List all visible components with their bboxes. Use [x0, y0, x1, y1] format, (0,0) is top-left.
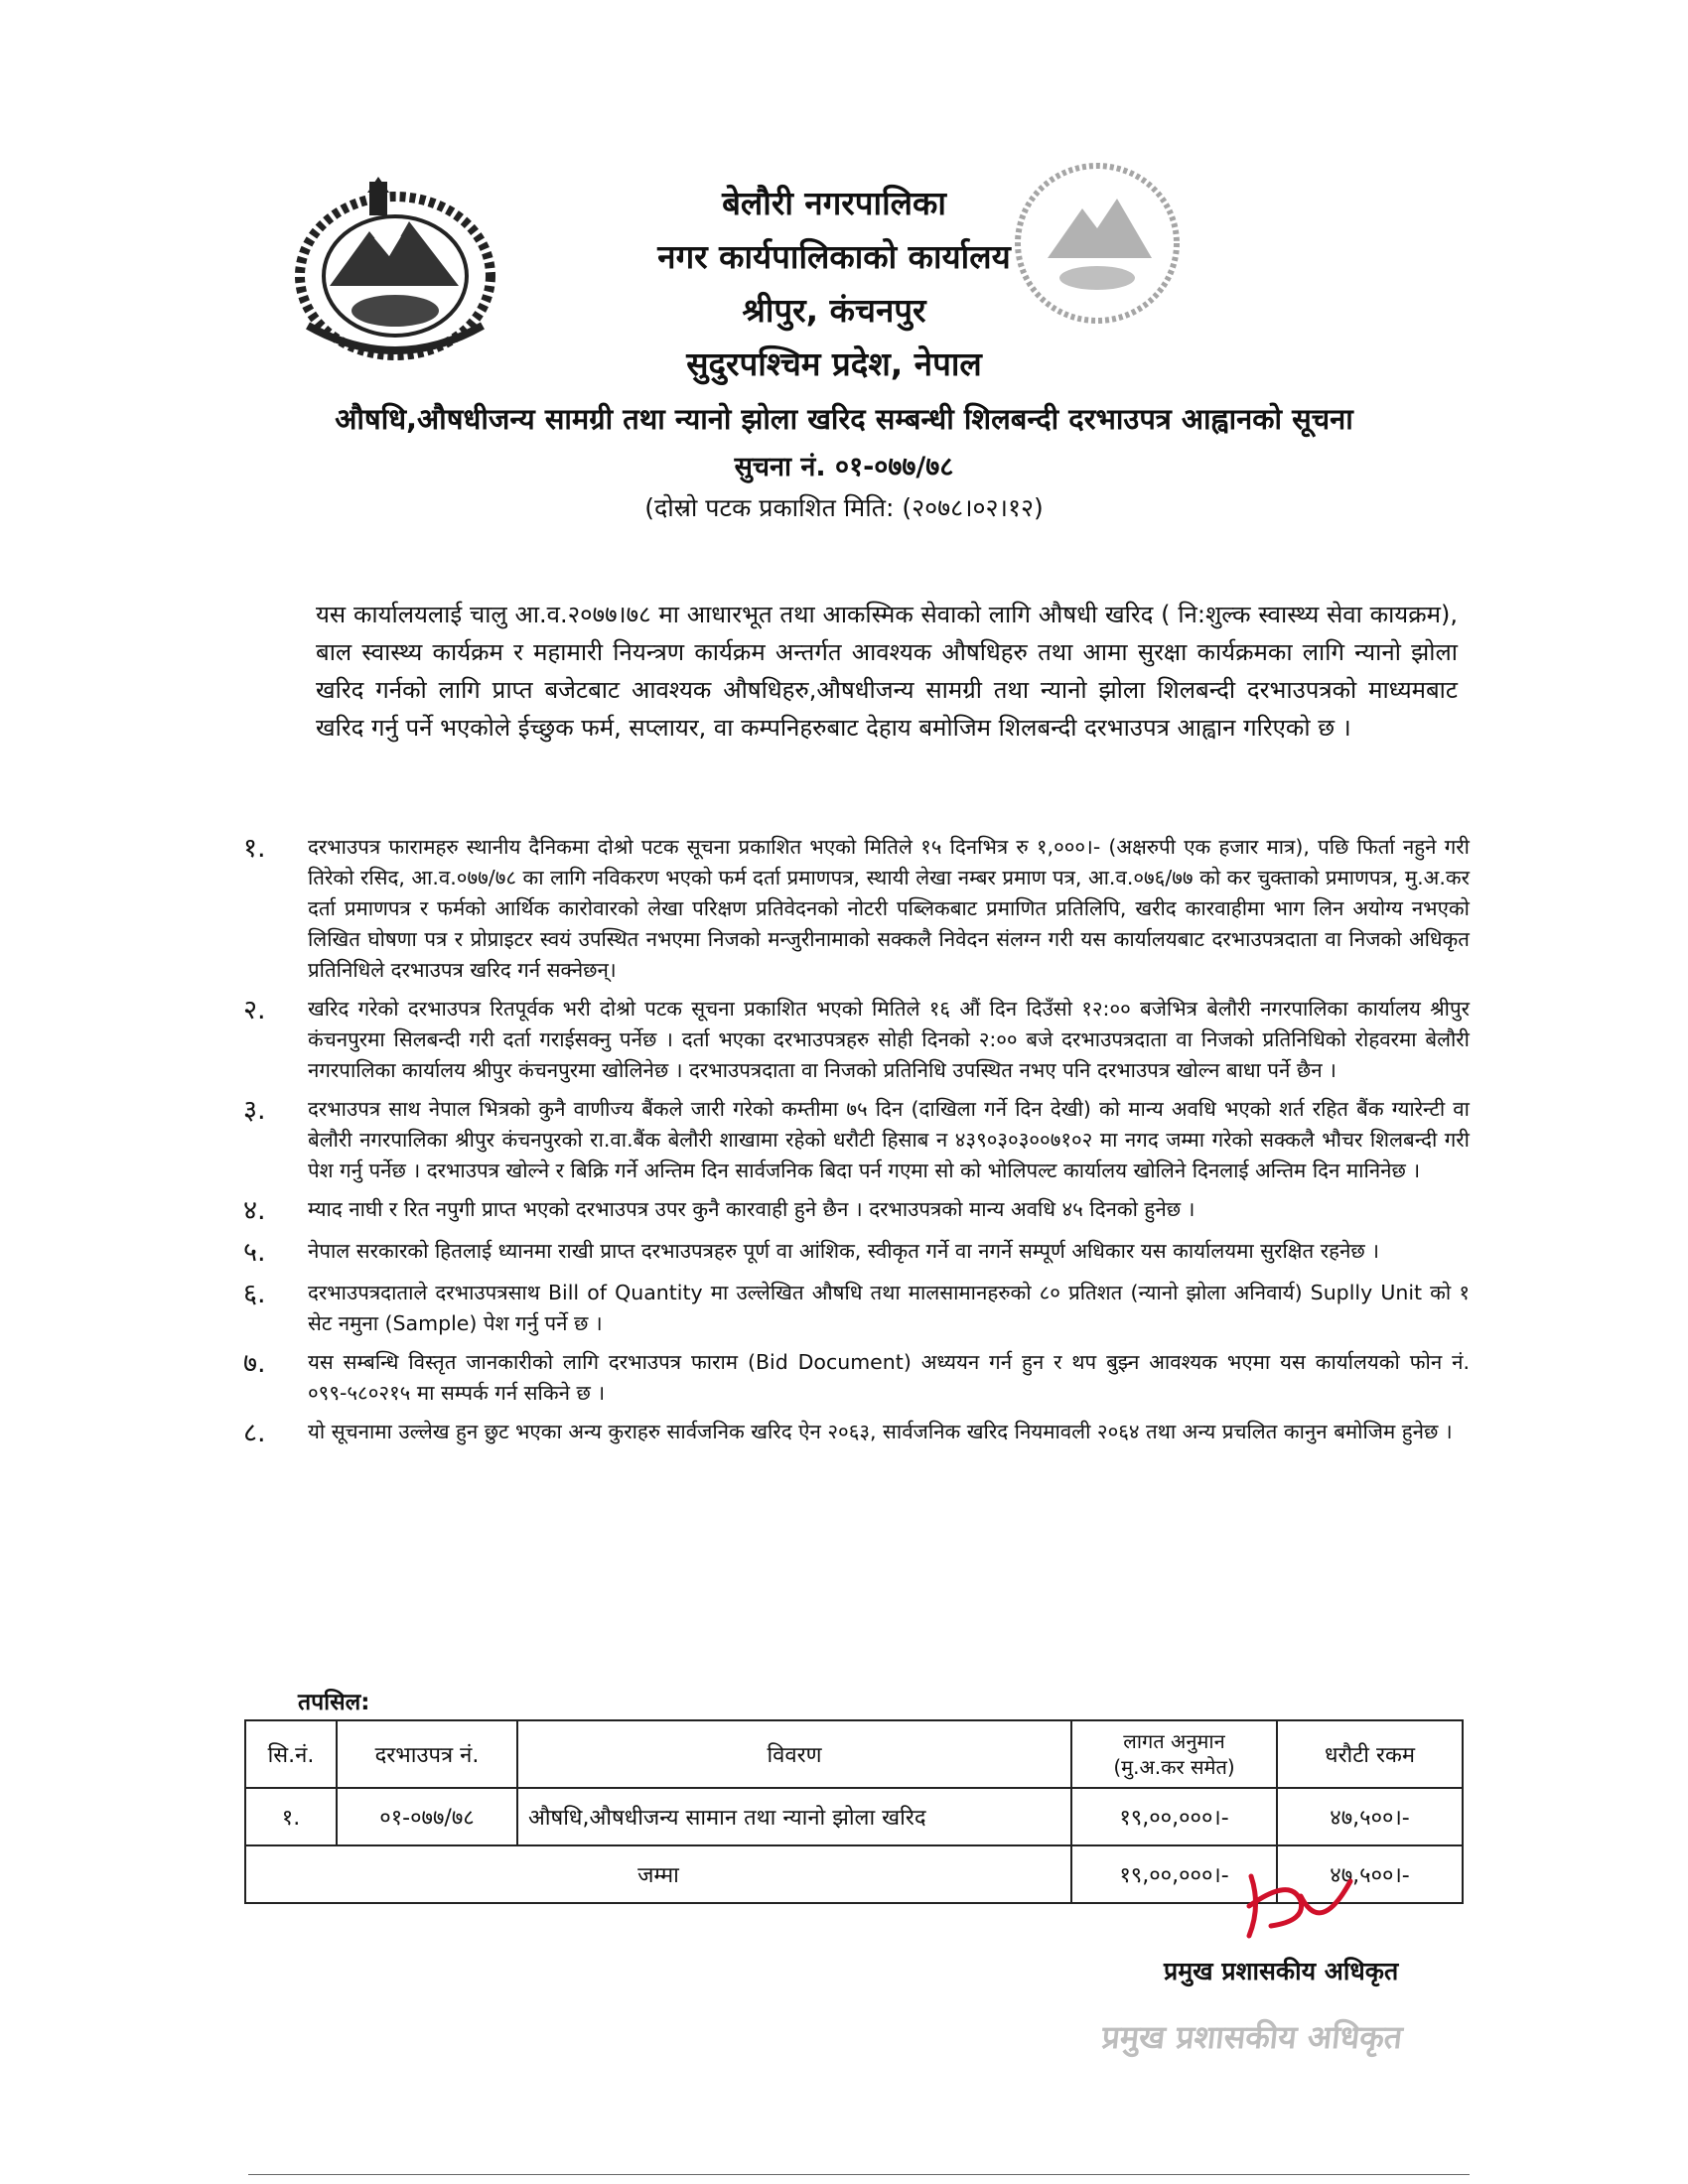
list-item	[243, 1236, 1470, 1270]
cell-sn: १.	[245, 1788, 337, 1845]
point-number: ४.	[243, 1195, 266, 1226]
list-item	[243, 1094, 1470, 1186]
point-text: नेपाल सरकारको हितलाई ध्यानमा राखी प्राप्त दरभाउपत्रहरु पूर्ण वा आंशिक, स्वीकृत गर्ने वा नगर्ने सम्पूर्ण अधिकार यस कार्यालयमा सुरक्षित रहनेछ ।	[308, 1239, 1380, 1263]
point-number: १.	[243, 833, 266, 864]
cell-total-deposit: ४७,५००।-	[1277, 1845, 1463, 1903]
list-item	[243, 994, 1470, 1086]
point-text: यस सम्बन्धि विस्तृत जानकारीको लागि दरभाउपत्र फाराम (Bid Document) अध्ययन गर्न हुन र थप बुझ्न आवश्यक भएमा यस कार्यालयको फोन नं. ०९९-५८०२१५ मा सम्पर्क गर्न सकिने छ ।	[308, 1350, 1470, 1405]
office-name: नगर कार्यपालिकाको कार्यालय	[657, 237, 1011, 276]
official-seal-icon	[993, 149, 1201, 377]
point-number: ८.	[243, 1418, 266, 1448]
point-text: दरभाउपत्र फारामहरु स्थानीय दैनिकमा दोश्रो पटक सूचना प्रकाशित भएको मितिले १५ दिनभित्र रु १,०००।- (अक्षरुपी एक हजार मात्र), पछि फिर्ता नहुने गरी तिरेको रसिद, आ.व.०७७/७८ का लागि नविकरण भएको फर्म दर्ता प्रमाणपत्र, स्थायी लेखा नम्बर प्रमाण पत्र, आ.व.०७६/७७ को कर चुक्ताको प्रमाणपत्र, मु.अ.कर दर्ता प्रमाणपत्र र फर्मको आर्थिक कारोवारको लेखा परिक्षण प्रतिवेदनको नोटरी पब्लिकबाट प्रमाणित प्रतिलिपि, खरीद कारवाहीमा भाग लिन अयोग्य नभएको लिखित घोषणा पत्र र प्रोप्राइटर स्वयं उपस्थित नभएमा निजको मन्जुरीनामाको सक्कलै निवेदन संलग्न गरी यस कार्यालयबाट दरभाउपत्रदाता वा निजको अधिकृत प्रतिनिधिले दरभाउपत्र खरिद गर्न सक्नेछन्।	[308, 835, 1470, 982]
office-location: श्रीपुर, कंचनपुर	[742, 291, 926, 330]
signature-mark	[1231, 1866, 1360, 1946]
cost-header-line2: (मु.अ.कर समेत)	[1113, 1755, 1235, 1779]
list-item	[243, 1347, 1470, 1409]
col-bid-no-header: दरभाउपत्र नं.	[337, 1720, 517, 1788]
notice-points	[243, 832, 1470, 1458]
cell-deposit: ४७,५००।-	[1277, 1788, 1463, 1845]
col-deposit-header: धरौटी रकम	[1277, 1720, 1463, 1788]
point-text: दरभाउपत्र साथ नेपाल भित्रको कुनै वाणीज्य बैंकले जारी गरेको कम्तीमा ७५ दिन (दाखिला गर्ने दिन देखी) को मान्य अवधि भएको शर्त रहित बैंक ग्यारेन्टी वा बेलौरी नगरपालिका श्रीपुर कंचनपुरको रा.वा.बैंक बेलौरी शाखामा रहेको धरौटी हिसाब न ४३९०३०३००७१०२ मा नगद जम्मा गरेको सक्कलै भौचर शिलबन्दी गरी पेश गर्नु पर्नेछ । दरभाउपत्र खोल्ने र बिक्रि गर्ने अन्तिम दिन सार्वजनिक बिदा पर्न गएमा सो को भोलिपल्ट कार्यालय खोलिने दिनलाई अन्तिम दिन मानिनेछ ।	[308, 1097, 1470, 1182]
schedule-label: तपसिल:	[298, 1690, 370, 1715]
list-item	[243, 1194, 1470, 1228]
point-text: यो सूचनामा उल्लेख हुन छुट भएका अन्य कुराहरु सार्वजनिक खरिद ऐन २०६३, सार्वजनिक खरिद नियमावली २०६४ तथा अन्य प्रचलित कानुन बमोजिम हुनेछ ।	[308, 1420, 1453, 1443]
bottom-divider	[248, 2174, 1470, 2175]
notice-title-block	[238, 395, 1450, 528]
point-number: ६.	[243, 1279, 266, 1309]
point-text: खरिद गरेको दरभाउपत्र रितपूर्वक भरी दोश्रो पटक सूचना प्रकाशित भएको मितिले १६ औं दिन दिउँसो १२:०० बजेभित्र बेलौरी नगरपालिका कार्यालय श्रीपुर कंचनपुरमा सिलबन्दी गरी दर्ता गराईसक्नु पर्नेछ । दर्ता भएका दरभाउपत्रहरु सोही दिनको २:०० बजे दरभाउपत्रदाता वा निजको प्रतिनिधिको रोहवरमा बेलौरी नगरपालिका कार्यालय श्रीपुर कंचनपुरमा खोलिनेछ । दरभाउपत्रदाता वा निजको प्रतिनिधि उपस्थित नभए पनि दरभाउपत्र खोल्न बाधा पर्ने छैन ।	[308, 997, 1470, 1082]
point-text: दरभाउपत्रदाताले दरभाउपत्रसाथ Bill of Quantity मा उल्लेखित औषधि तथा मालसामानहरुको ८० प्रतिशत (न्यानो झोला अनिवार्य) Suplly Unit को १ सेट नमुना (Sample) पेश गर्नु पर्ने छ ।	[308, 1281, 1470, 1335]
list-item	[243, 1417, 1470, 1450]
col-cost-header	[1071, 1720, 1277, 1788]
cell-cost: १९,००,०००।-	[1071, 1788, 1277, 1845]
municipality-name: बेलौरी नगरपालिका	[722, 184, 946, 222]
cell-description: औषधि,औषधीजन्य सामान तथा न्यानो झोला खरिद	[517, 1788, 1071, 1845]
nepal-emblem-icon	[290, 177, 500, 365]
notice-title: औषधि,औषधीजन्य सामग्री तथा न्यानो झोला खरिद सम्बन्धी शिलबन्दी दरभाउपत्र आह्वानको सूचना	[335, 402, 1353, 436]
publication-date: (दोस्रो पटक प्रकाशित मिति: (२०७८।०२।१२)	[644, 493, 1044, 522]
table-header-row	[245, 1720, 1463, 1788]
cell-total-label: जम्मा	[245, 1845, 1071, 1903]
intro-paragraph: यस कार्यालयलाई चालु आ.व.२०७७।७८ मा आधारभूत तथा आकस्मिक सेवाको लागि औषधी खरिद ( नि:शुल्क स्वास्थ्य सेवा कायक्रम), बाल स्वास्थ्य कार्यक्रम र महामारी नियन्त्रण कार्यक्रम अन्तर्गत आवश्यक औषधिहरु तथा आमा सुरक्षा कार्यक्रमका लागि न्यानो झोला खरिद गर्नको लागि प्राप्त बजेटबाट आवश्यक औषधिहरु,औषधीजन्य सामग्री तथा न्यानो झोला शिलबन्दी दरभाउपत्रको माध्यमबाट खरिद गर्नु पर्ने भएकोले ईच्छुक फर्म, सप्लायर, वा कम्पनिहरुबाट देहाय बमोजिम शिलबन्दी दरभाउपत्र आह्वान गरिएको छ ।	[316, 601, 1458, 742]
point-number: ३.	[243, 1095, 266, 1126]
signatory-title: प्रमुख प्रशासकीय अधिकृत	[1164, 1957, 1399, 1985]
list-item	[243, 1278, 1470, 1339]
point-number: ७.	[243, 1348, 266, 1379]
cost-header-line1: लागत अनुमान	[1123, 1729, 1225, 1753]
point-number: २.	[243, 995, 266, 1025]
notice-number: सुचना नं. ०१-०७७/७८	[734, 452, 954, 482]
table-row	[245, 1788, 1463, 1845]
designation-stamp: प्रमुख प्रशासकीय अधिकृत	[1099, 2018, 1405, 2056]
point-number: ५.	[243, 1237, 266, 1268]
cell-total-cost: १९,००,०००।-	[1071, 1845, 1277, 1903]
cell-bid-no: ०१-०७७/७८	[337, 1788, 517, 1845]
point-text: म्याद नाघी र रित नपुगी प्राप्त भएको दरभाउपत्र उपर कुनै कारवाही हुने छैन । दरभाउपत्रको मान्य अवधि ४५ दिनको हुनेछ ।	[308, 1197, 1196, 1221]
col-description-header: विवरण	[517, 1720, 1071, 1788]
list-item	[243, 832, 1470, 986]
col-sn-header: सि.नं.	[245, 1720, 337, 1788]
province-country: सुदुरपश्चिम प्रदेश, नेपाल	[686, 344, 982, 383]
